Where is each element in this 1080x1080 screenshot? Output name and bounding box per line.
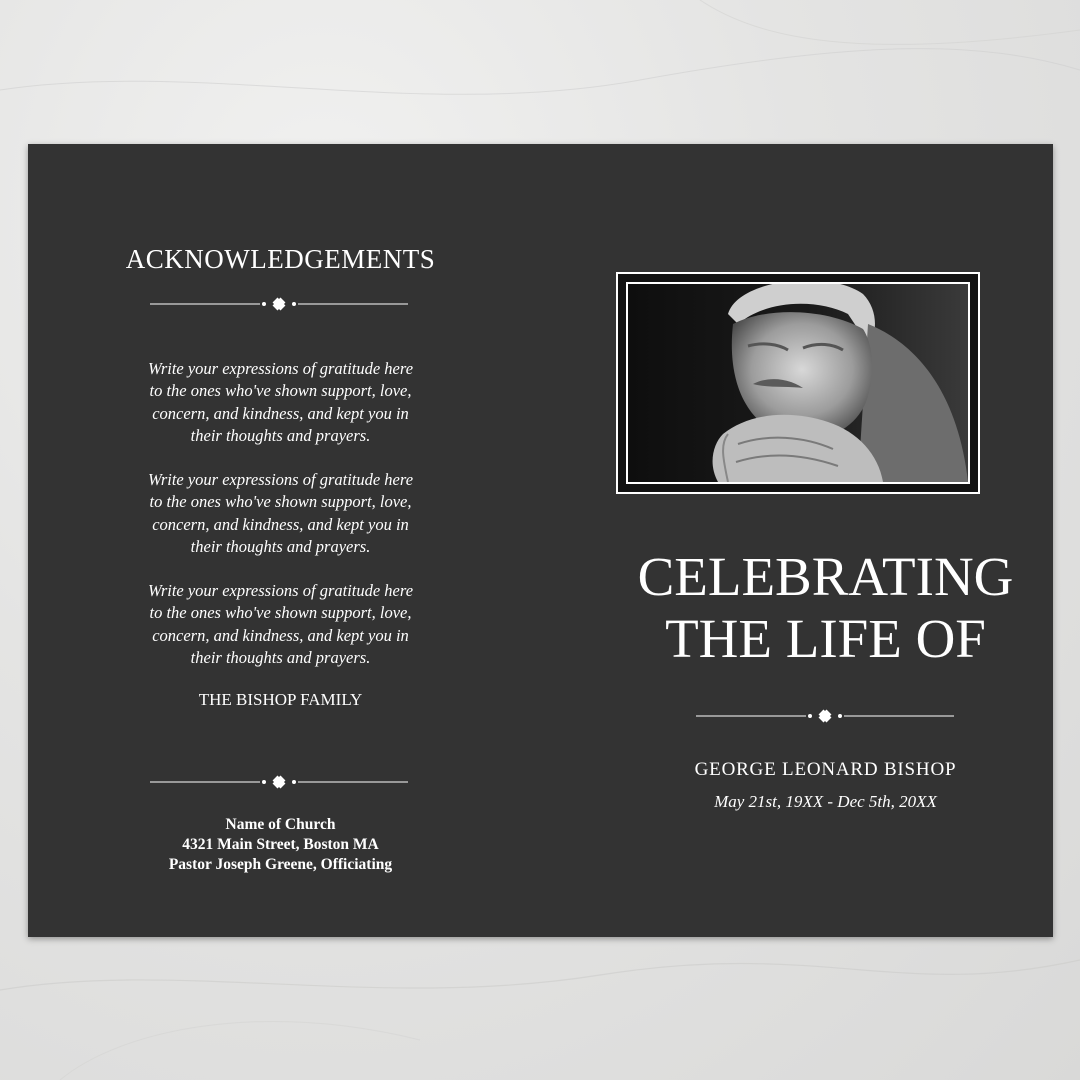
program-sheet [28, 144, 1053, 937]
diamond-ornament-icon [273, 776, 286, 789]
church-info [28, 815, 533, 875]
ornamental-divider-bottom [150, 772, 408, 792]
portrait-photo-icon [626, 282, 970, 484]
ornamental-divider-right [696, 706, 954, 726]
diamond-ornament-icon [273, 298, 286, 311]
paragraph-line: concern, and kindness, and kept you in [152, 514, 409, 534]
celebrating-title [573, 546, 1078, 670]
paragraph-line: concern, and kindness, and kept you in [152, 403, 409, 423]
paragraph-line: Write your expressions of gratitude here [147, 470, 414, 489]
ornamental-divider-top [150, 294, 408, 314]
life-dates: May 21st, 19XX - Dec 5th, 20XX [714, 792, 937, 811]
title-line-2: THE LIFE OF [665, 608, 986, 669]
gratitude-paragraph-3 [128, 580, 433, 669]
title-line-1: CELEBRATING [637, 546, 1014, 607]
paragraph-line: Write your expressions of gratitude here [147, 359, 414, 378]
gratitude-paragraph-1 [128, 358, 433, 447]
paragraph-line: their thoughts and prayers. [190, 536, 371, 556]
paragraph-line: their thoughts and prayers. [190, 647, 371, 667]
photo-frame [616, 272, 980, 494]
diamond-ornament-icon [819, 710, 832, 723]
left-panel [28, 144, 533, 937]
paragraph-line: Write your expressions of gratitude here [147, 581, 414, 600]
deceased-name: GEORGE LEONARD BISHOP [694, 759, 957, 780]
church-name: Name of Church [225, 816, 336, 833]
right-panel [573, 144, 1053, 937]
paragraph-line: their thoughts and prayers. [190, 425, 371, 445]
paragraph-line: to the ones who've shown support, love, [149, 492, 412, 512]
paragraph-line: to the ones who've shown support, love, [149, 381, 412, 401]
gratitude-paragraph-2 [128, 469, 433, 558]
acknowledgements-heading: ACKNOWLEDGEMENTS [125, 244, 436, 274]
church-address: 4321 Main Street, Boston MA [182, 836, 379, 853]
church-officiant: Pastor Joseph Greene, Officiating [168, 856, 393, 873]
family-signoff: THE BISHOP FAMILY [198, 690, 363, 709]
paragraph-line: to the ones who've shown support, love, [149, 603, 412, 623]
paragraph-line: concern, and kindness, and kept you in [152, 625, 409, 645]
